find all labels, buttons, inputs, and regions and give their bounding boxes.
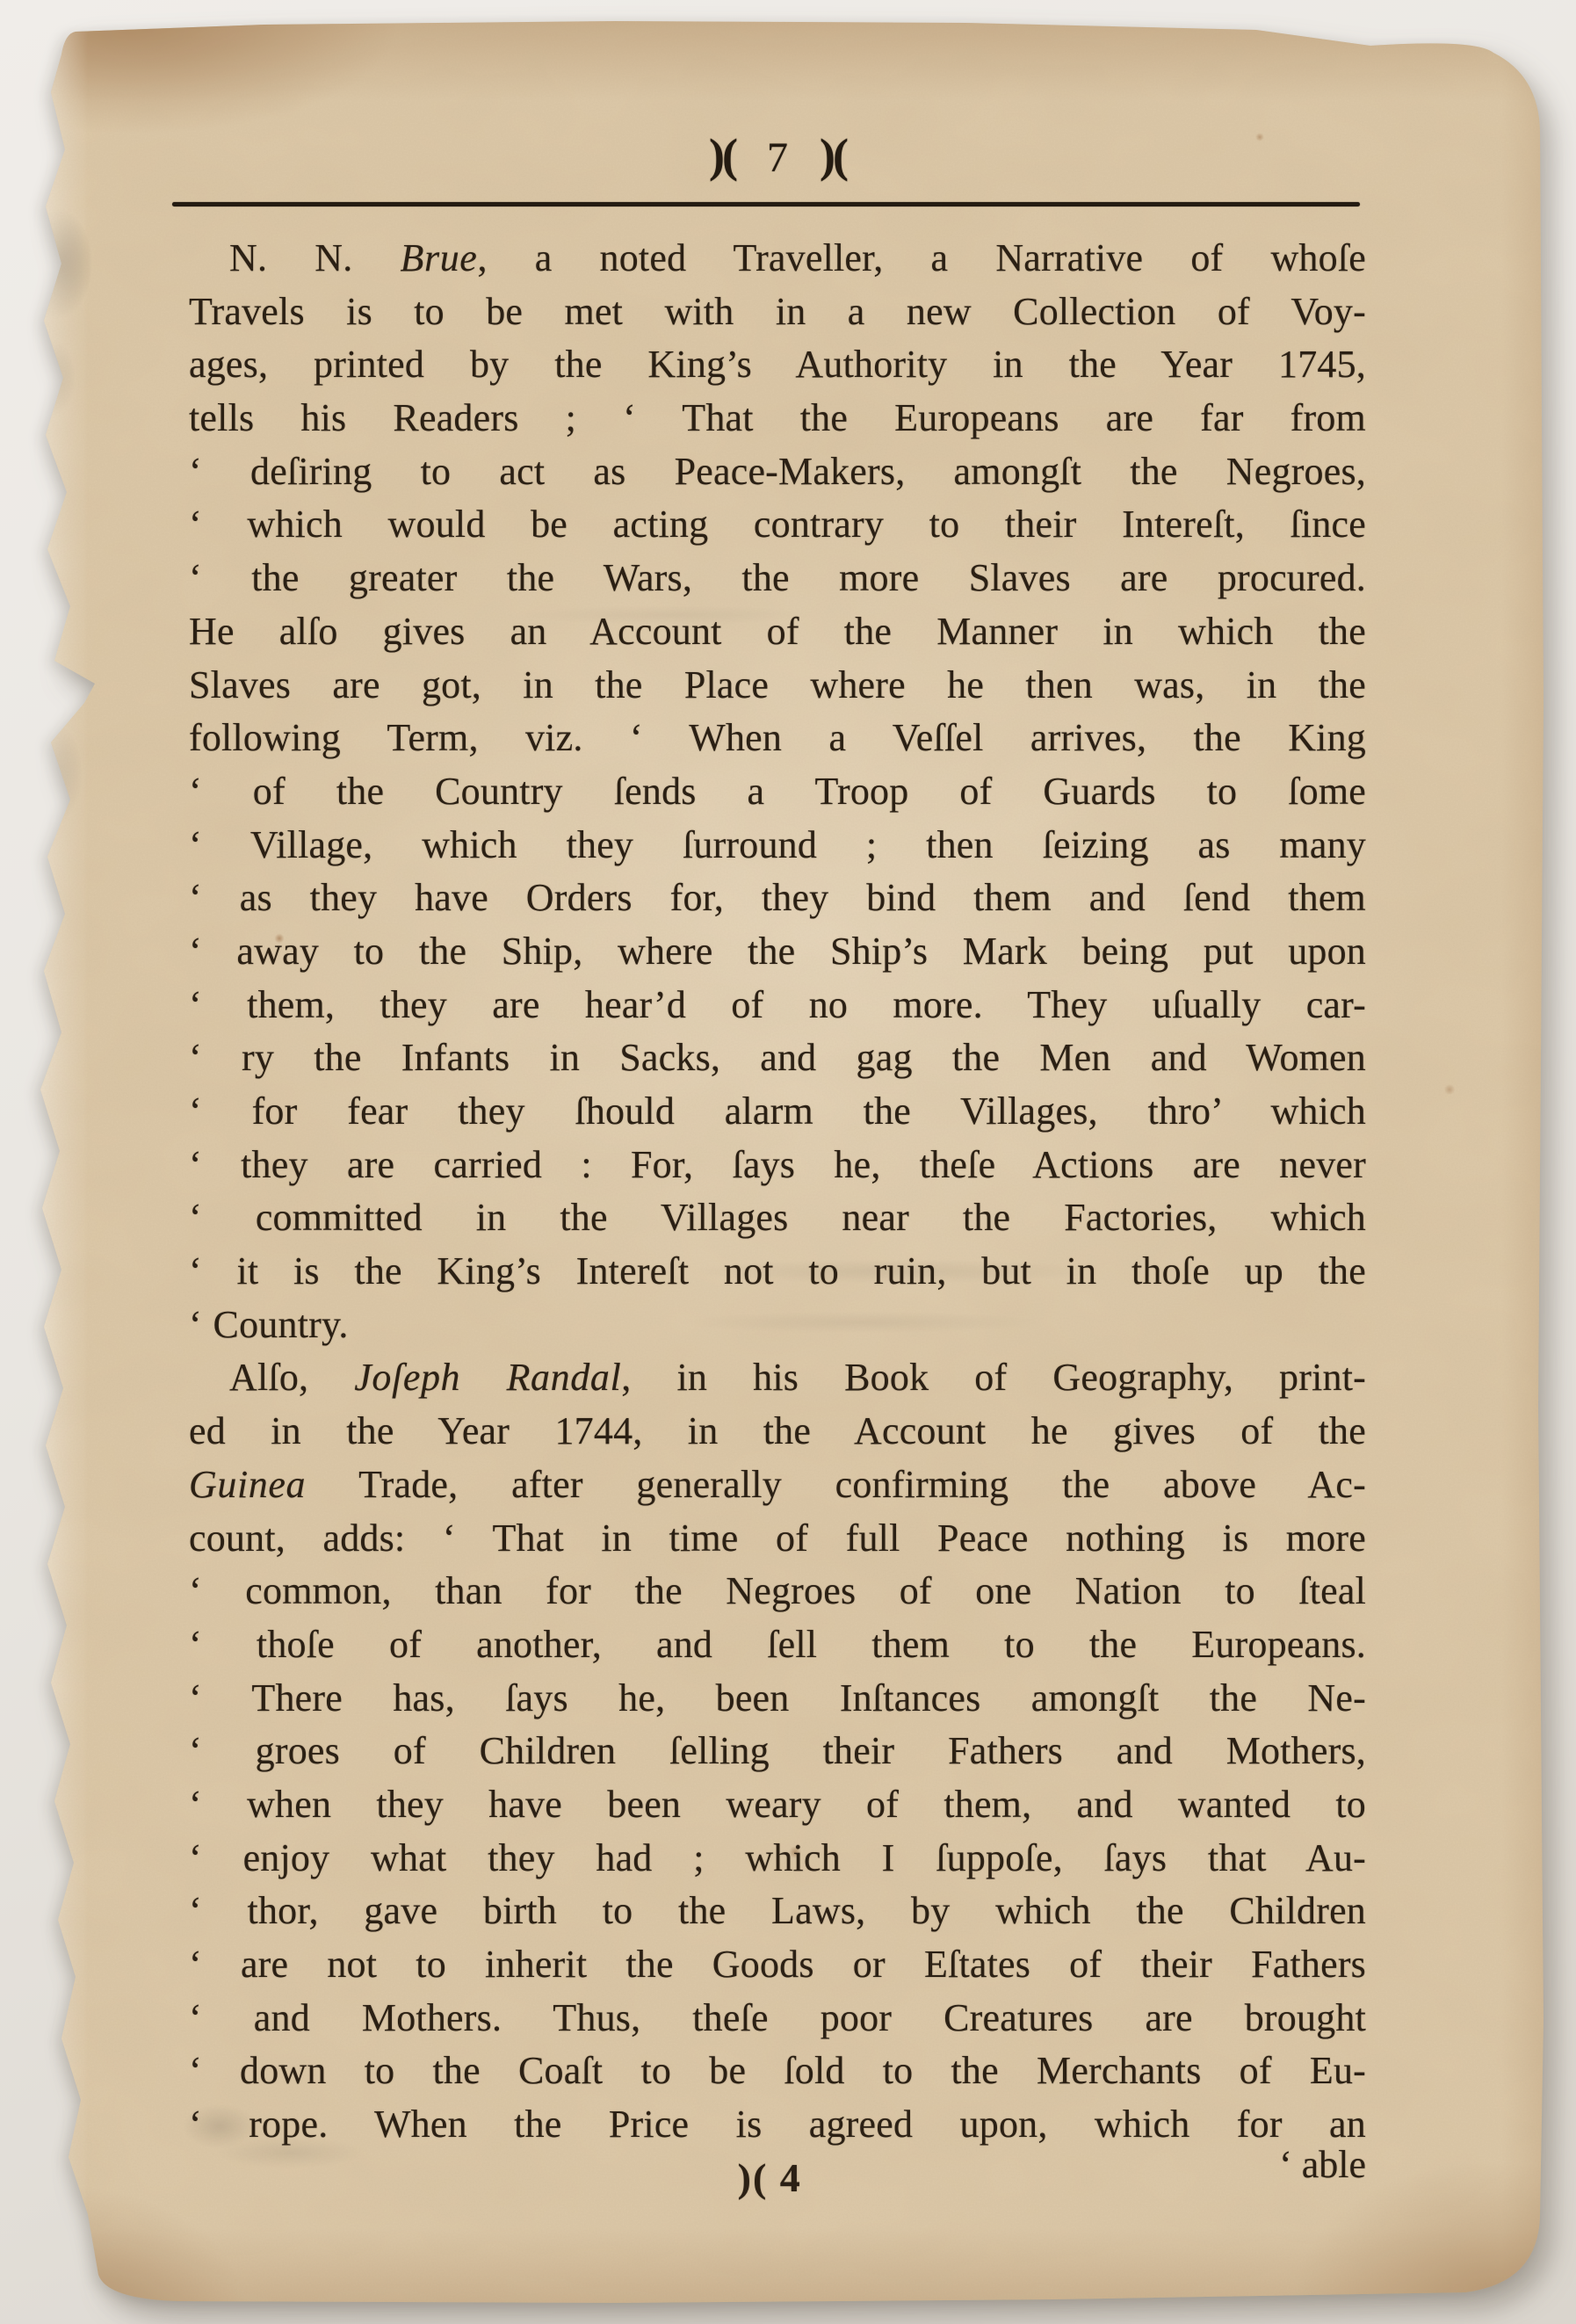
text-line: ‘ them, they are hear’d of no more. They uſually car-: [189, 982, 1366, 1026]
text-line: ‘ common, than for the Negroes of one Nation to ſteal: [189, 1569, 1366, 1613]
text-line: ages, printed by the King’s Authority in the Year 1745,: [189, 343, 1366, 387]
page-header: [189, 128, 1366, 183]
text-line: ‘ of the Country ſends a Troop of Guards to ſome: [189, 769, 1366, 813]
paragraph-1: [189, 232, 1366, 1351]
text-line: ‘ enjoy what they had ; which I ſuppoſe, ſays that Au-: [189, 1835, 1366, 1879]
text-line: ‘ ry the Infants in Sacks, and gag the Men and Women: [189, 1036, 1366, 1080]
header-rule: [172, 202, 1360, 206]
text-line: ‘ deſiring to act as Peace-Makers, amongſt the Negroes,: [189, 449, 1366, 493]
text-line: ‘ which would be acting contrary to their Intereſt, ſince: [189, 503, 1366, 547]
catchword: ‘ able: [1279, 2143, 1366, 2186]
text-line: ‘ groes of Children ſelling their Fathers and Mothers,: [189, 1729, 1366, 1773]
text-line: ‘ There has, ſays he, been Inſtances amongſt the Ne-: [189, 1676, 1366, 1719]
text-line: Travels is to be met with in a new Collection of Voy-: [189, 289, 1366, 333]
text-line: tells his Readers ; ‘ That the Europeans are far from: [189, 396, 1366, 440]
signature-mark: )( 4: [737, 2155, 802, 2200]
page-number: 7: [767, 134, 788, 181]
text-line: ‘ are not to inherit the Goods or Eſtates of their Fathers: [189, 1943, 1366, 1986]
text-line: Guinea Trade, after generally confirming the above Ac-: [189, 1462, 1366, 1506]
text-line: ‘ rope. When the Price is agreed upon, which for an: [189, 2103, 1366, 2147]
text-line: ‘ they are carried : For, ſays he, theſe Actions are never: [189, 1142, 1366, 1186]
text-line: ‘ it is the King’s Intereſt not to ruin, but in thoſe up the: [189, 1249, 1366, 1293]
text-line: ‘ the greater the Wars, the more Slaves are procured.: [189, 556, 1366, 600]
header-mark-left: )(: [709, 129, 735, 182]
text-line: ‘ and Mothers. Thus, theſe poor Creatures are brought: [189, 1995, 1366, 2039]
text-line: ‘ thor, gave birth to the Laws, by which the Children: [189, 1889, 1366, 1933]
page-footer: [189, 2142, 1366, 2239]
text-line: ‘ as they have Orders for, they bind them and ſend them: [189, 876, 1366, 920]
text-line: ed in the Year 1744, in the Account he gives of the: [189, 1409, 1366, 1453]
text-line: ‘ down to the Coaſt to be ſold to the Merchants of Eu-: [189, 2049, 1366, 2093]
text-line: ‘ when they have been weary of them, and wanted to: [189, 1782, 1366, 1826]
text-line: ‘ Country.: [189, 1302, 349, 1346]
text-line: ‘ thoſe of another, and ſell them to the Europeans.: [189, 1622, 1366, 1666]
text-line: ‘ committed in the Villages near the Factories, which: [189, 1196, 1366, 1240]
header-mark-right: )(: [820, 129, 846, 182]
text-line: He alſo gives an Account of the Manner in which the: [189, 609, 1366, 653]
page-text: [189, 232, 1366, 2152]
text-line: Slaves are got, in the Place where he then was, in the: [189, 662, 1366, 706]
text-line: Alſo, Joſeph Randal, in his Book of Geography, print-: [229, 1356, 1366, 1400]
text-line: ‘ away to the Ship, where the Ship’s Mark being put upon: [189, 929, 1366, 973]
paragraph-2: [189, 1351, 1366, 2151]
text-line: following Term, viz. ‘ When a Veſſel arrives, the King: [189, 716, 1366, 760]
text-line: ‘ for fear they ſhould alarm the Villages, thro’ which: [189, 1090, 1366, 1133]
text-line: ‘ Village, which they ſurround ; then ſeizing as many: [189, 822, 1366, 866]
text-line: count, adds: ‘ That in time of full Peace nothing is more: [189, 1516, 1366, 1560]
text-line: N. N. Brue, a noted Traveller, a Narrative of whoſe: [229, 236, 1366, 279]
